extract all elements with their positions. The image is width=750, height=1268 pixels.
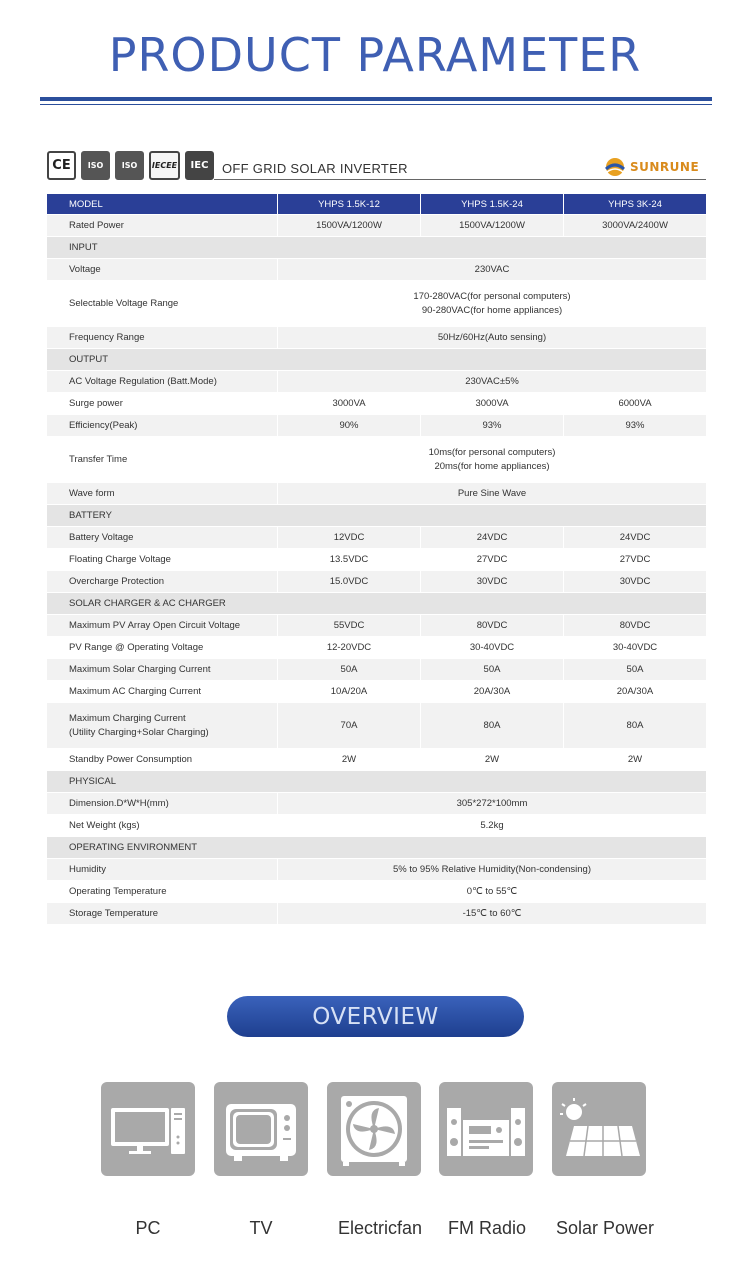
sun-logo-icon (604, 157, 626, 177)
title-divider-thick (40, 97, 712, 101)
row-value: 50A (277, 659, 420, 681)
overview-label-solar-power: Solar Power (555, 1218, 655, 1238)
row-label: Selectable Voltage Range (47, 281, 277, 327)
row-value-line: 0℃ to 55℃ (466, 885, 518, 897)
row-label: Voltage (47, 259, 277, 281)
ce-mark-logo: CE (47, 151, 76, 180)
row-label: Overcharge Protection (47, 571, 277, 593)
overview-label-fm-radio: FM Radio (447, 1218, 527, 1238)
row-value: 6000VA (563, 393, 706, 415)
row-label: PV Range @ Operating Voltage (47, 637, 277, 659)
row-label: Efficiency(Peak) (47, 415, 277, 437)
product-name: OFF GRID SOLAR INVERTER (222, 161, 408, 176)
row-value: 93% (563, 415, 706, 437)
table-row (47, 859, 706, 881)
table-section-row (47, 349, 706, 371)
table-section-label: OPERATING ENVIRONMENT (47, 837, 706, 859)
row-value-line: -15℃ to 60℃ (462, 907, 522, 919)
row-value-merged (277, 437, 706, 483)
row-label: Standby Power Consumption (47, 749, 277, 771)
table-row (47, 281, 706, 327)
row-value: 24VDC (420, 527, 563, 549)
table-row (47, 881, 706, 903)
row-value: 27VDC (420, 549, 563, 571)
row-value: 13.5VDC (277, 549, 420, 571)
table-row (47, 259, 706, 281)
row-label (47, 703, 277, 749)
row-value: 90% (277, 415, 420, 437)
row-value-merged (277, 903, 706, 925)
row-value: 80VDC (420, 615, 563, 637)
table-header-cell: YHPS 1.5K-12 (277, 194, 420, 215)
row-value: 50A (563, 659, 706, 681)
table-section-row (47, 237, 706, 259)
overview-label-electricfan: Electricfan (337, 1218, 423, 1238)
row-label: Floating Charge Voltage (47, 549, 277, 571)
row-value: 2W (563, 749, 706, 771)
row-label: Battery Voltage (47, 527, 277, 549)
table-row (47, 327, 706, 349)
row-value-merged (277, 327, 706, 349)
title-divider-thin (40, 104, 712, 105)
iso-logo: ISO (81, 151, 110, 180)
header-divider (214, 179, 706, 180)
row-value-merged (277, 793, 706, 815)
overview-title: OVERVIEW (227, 996, 524, 1037)
row-value: 1500VA/1200W (277, 215, 420, 237)
row-value-line: Pure Sine Wave (457, 487, 527, 499)
table-section-row (47, 837, 706, 859)
row-label: Dimension.D*W*H(mm) (47, 793, 277, 815)
row-value-line: 10ms(for personal computers) (428, 446, 556, 458)
row-value: 3000VA/2400W (563, 215, 706, 237)
row-label: Net Weight (kgs) (47, 815, 277, 837)
row-value-merged (277, 371, 706, 393)
table-section-row (47, 505, 706, 527)
row-label: Maximum PV Array Open Circuit Voltage (47, 615, 277, 637)
row-label-line: (Utility Charging+Solar Charging) (69, 726, 209, 738)
row-value-line: 20ms(for home appliances) (434, 460, 550, 472)
row-label: AC Voltage Regulation (Batt.Mode) (47, 371, 277, 393)
iecee-logo: IECEE (149, 151, 180, 180)
table-row (47, 615, 706, 637)
row-value-line: 5.2kg (480, 819, 504, 831)
row-value: 50A (420, 659, 563, 681)
table-row (47, 749, 706, 771)
row-label: Humidity (47, 859, 277, 881)
row-value: 93% (420, 415, 563, 437)
row-value-line: 50Hz/60Hz(Auto sensing) (437, 331, 547, 343)
table-header-cell: YHPS 3K-24 (563, 194, 706, 215)
table-section-label: OUTPUT (47, 349, 706, 371)
iso-certified-logo: ISO (115, 151, 144, 180)
row-value-line: 230VAC (474, 263, 510, 275)
table-header-cell: MODEL (47, 194, 277, 215)
row-value-line: 90-280VAC(for home appliances) (421, 304, 563, 316)
row-value: 1500VA/1200W (420, 215, 563, 237)
overview-label-pc: PC (135, 1218, 161, 1238)
row-value: 2W (277, 749, 420, 771)
table-row (47, 415, 706, 437)
row-value: 30VDC (563, 571, 706, 593)
row-value: 27VDC (563, 549, 706, 571)
row-label: Frequency Range (47, 327, 277, 349)
row-value: 80A (420, 703, 563, 749)
row-value: 80VDC (563, 615, 706, 637)
row-value-line: 170-280VAC(for personal computers) (413, 290, 571, 302)
table-header-cell: YHPS 1.5K-24 (420, 194, 563, 215)
solar-panel-icon (552, 1082, 646, 1176)
row-label: Operating Temperature (47, 881, 277, 903)
row-label-line: Maximum Charging Current (69, 712, 186, 724)
table-row (47, 793, 706, 815)
row-value: 12VDC (277, 527, 420, 549)
certification-logos (47, 151, 214, 181)
table-section-row (47, 593, 706, 615)
row-value: 2W (420, 749, 563, 771)
table-section-label: BATTERY (47, 505, 706, 527)
row-value: 30-40VDC (420, 637, 563, 659)
tv-icon (214, 1082, 308, 1176)
row-value-merged (277, 815, 706, 837)
row-value-merged (277, 881, 706, 903)
row-value: 55VDC (277, 615, 420, 637)
row-value: 70A (277, 703, 420, 749)
table-section-row (47, 771, 706, 793)
row-label: Rated Power (47, 215, 277, 237)
row-value: 30VDC (420, 571, 563, 593)
row-value: 12-20VDC (277, 637, 420, 659)
row-value-merged (277, 859, 706, 881)
row-value: 80A (563, 703, 706, 749)
row-value: 24VDC (563, 527, 706, 549)
table-row (47, 371, 706, 393)
table-header-row (47, 194, 706, 215)
brand-name: SUNRUNE (630, 160, 700, 174)
row-value: 20A/30A (563, 681, 706, 703)
pc-icon (101, 1082, 195, 1176)
row-value: 10A/20A (277, 681, 420, 703)
fan-icon (327, 1082, 421, 1176)
row-value: 30-40VDC (563, 637, 706, 659)
row-value-merged (277, 259, 706, 281)
row-value: 15.0VDC (277, 571, 420, 593)
row-value-merged (277, 483, 706, 505)
overview-label-tv: TV (249, 1218, 273, 1238)
row-value-line: 305*272*100mm (456, 797, 528, 809)
table-row (47, 703, 706, 749)
table-section-label: PHYSICAL (47, 771, 706, 793)
row-label: Wave form (47, 483, 277, 505)
table-row (47, 815, 706, 837)
table-row (47, 659, 706, 681)
table-row (47, 571, 706, 593)
radio-icon (439, 1082, 533, 1176)
table-row (47, 393, 706, 415)
table-row (47, 437, 706, 483)
row-value-merged (277, 281, 706, 327)
table-row (47, 215, 706, 237)
row-value-line: 230VAC±5% (465, 375, 519, 387)
table-section-label: INPUT (47, 237, 706, 259)
iec-logo: IEC (185, 151, 214, 180)
table-section-label: SOLAR CHARGER & AC CHARGER (47, 593, 706, 615)
row-value: 20A/30A (420, 681, 563, 703)
row-label: Storage Temperature (47, 903, 277, 925)
spec-table (47, 194, 706, 925)
row-label: Maximum AC Charging Current (47, 681, 277, 703)
page-title: PRODUCT PARAMETER (108, 28, 642, 82)
table-row (47, 637, 706, 659)
row-label: Maximum Solar Charging Current (47, 659, 277, 681)
table-row (47, 527, 706, 549)
table-row (47, 549, 706, 571)
row-label: Surge power (47, 393, 277, 415)
table-row (47, 681, 706, 703)
row-value: 3000VA (420, 393, 563, 415)
table-row (47, 483, 706, 505)
table-row (47, 903, 706, 925)
row-label: Transfer Time (47, 437, 277, 483)
brand-logo (604, 157, 699, 177)
row-value: 3000VA (277, 393, 420, 415)
row-value-line: 5% to 95% Relative Humidity(Non-condensing) (392, 863, 591, 875)
